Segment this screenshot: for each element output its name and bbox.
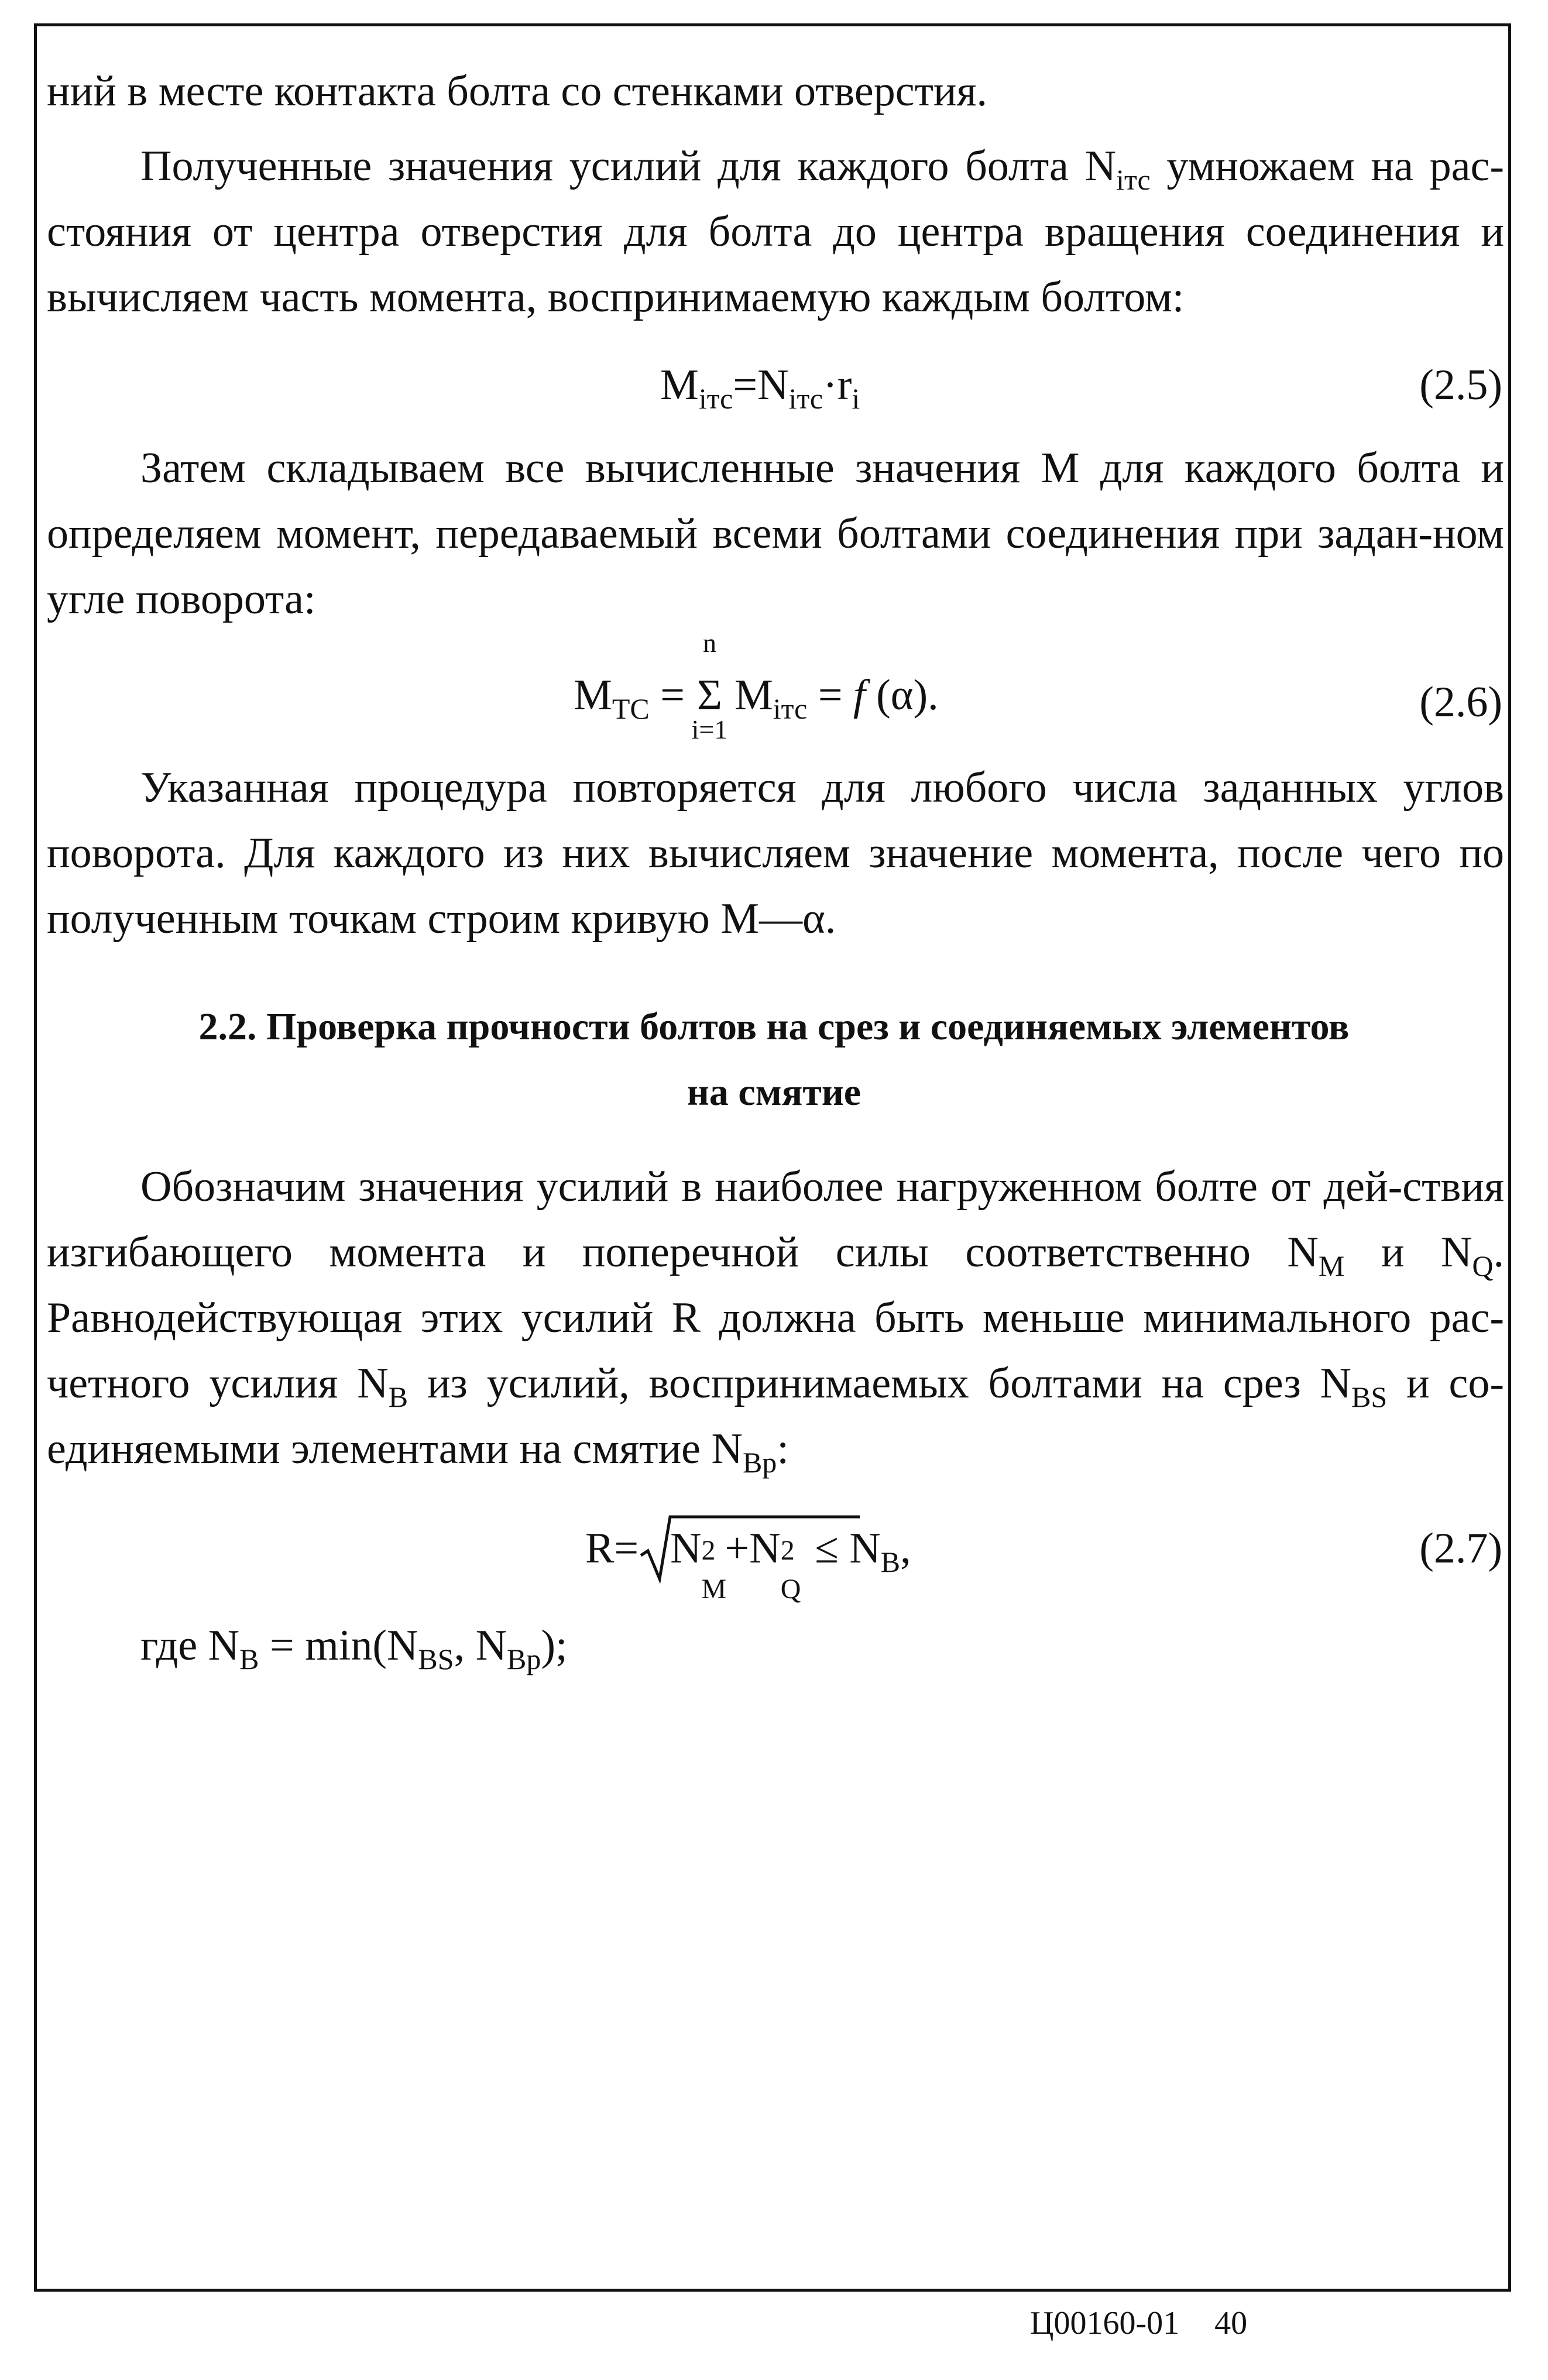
page-footer bbox=[1030, 2300, 1282, 2347]
equation-2-5: $M_{iтс}=N_{iтс}\cdot r_i$ bbox=[660, 361, 860, 415]
paragraph-5: Обозначим значения усилий в наиболее нагруженном болте от дей-ствия изгибающего момента и поперечной силы соответственно $N_M$ и $N_Q$. Равнодействующая этих усилий R должна быть меньше минимального рас-четного усилия $N_B$ из усилий, воспринимаемых болтами на срез $N_{BS}$ и со-единяемыми элементами на смятие $N_{Bp}$: bbox=[47, 1163, 1505, 1479]
equation-2-6: $M_{TC}$ = n Σ i=1 $M_{iтс} = f$ (α). bbox=[574, 628, 939, 744]
page-number: 40 bbox=[1214, 2305, 1248, 2341]
equation-number-2-7: (2.7) bbox=[1419, 1524, 1502, 1572]
paragraph-2: Полученные значения усилий для каждого болта $N_{iтс}$ умножаем на рас-стояния от центра отверстия для болта до центра вращения соединения и вычисляем часть момента, воспринимаемую каждым болтом: bbox=[47, 142, 1504, 321]
section-heading-line-2: на смятие bbox=[687, 1071, 861, 1114]
sum-symbol: n Σ i=1 bbox=[691, 628, 728, 744]
square-root: N 2 M +N 2 Q bbox=[639, 1519, 804, 1578]
paragraph-1: ний в месте контакта болта со стенками отверстия. bbox=[47, 67, 988, 115]
paragraph-3: Затем складываем все вычисленные значения М для каждого болта и определяем момент, передаваемый всеми болтами соединения при задан-ном угле поворота: bbox=[47, 444, 1504, 623]
equation-2-7: R= N 2 M +N 2 Q ≤ $N_B$, bbox=[585, 1519, 911, 1578]
section-heading-line-1: 2.2. Проверка прочности болтов на срез и соединяемых элементов bbox=[198, 1005, 1350, 1048]
paragraph-4: Указанная процедура повторяется для любого числа заданных углов поворота. Для каждого из них вычисляем значение момента, после чего по полученным точкам строим кривую М—α. bbox=[47, 764, 1504, 943]
equation-number-2-5: (2.5) bbox=[1419, 361, 1502, 409]
where-clause: где $N_B = \min(N_{BS}$, $N_{Bp}$); bbox=[140, 1622, 568, 1675]
document-code: Ц00160-01 bbox=[1030, 2305, 1180, 2341]
equation-number-2-6: (2.6) bbox=[1419, 678, 1502, 726]
